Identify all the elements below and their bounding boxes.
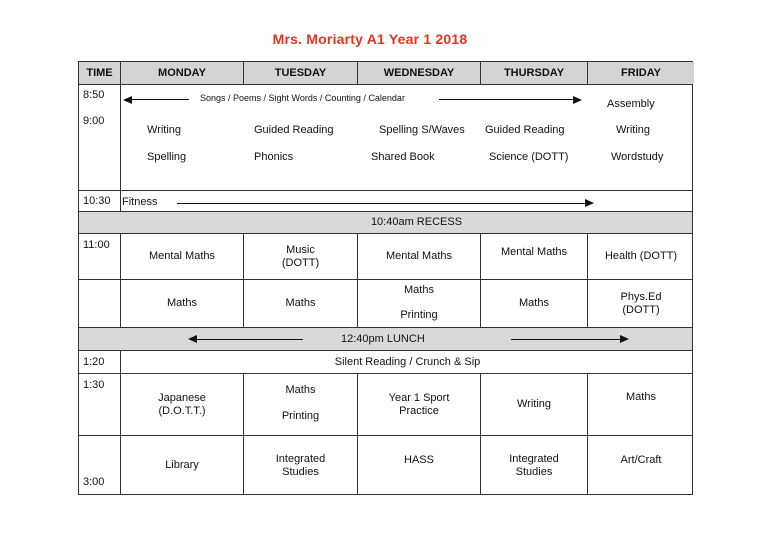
- afternoon-row-2: [79, 435, 692, 494]
- thu-writing: Writing: [480, 374, 587, 435]
- mon-library: Library: [120, 436, 243, 494]
- tue-phonics: Phonics: [254, 151, 294, 163]
- wed-shared-book: Shared Book: [371, 151, 435, 163]
- arrow-right-head: [573, 96, 582, 104]
- lunch-row: [79, 327, 692, 350]
- header-friday: FRIDAY: [587, 62, 694, 84]
- mon-writing: Writing: [147, 124, 182, 136]
- recess-label: 10:40am RECESS: [370, 216, 463, 229]
- fitness-text: Fitness: [122, 196, 158, 208]
- wed-maths: Maths: [404, 284, 434, 296]
- mon-japanese: Japanese (D.O.T.T.): [120, 374, 243, 435]
- afternoon-row-1: [79, 373, 692, 435]
- midday-row-2: [79, 279, 692, 327]
- thu-mental-maths: Mental Maths: [480, 234, 587, 279]
- recess-row: [79, 211, 692, 233]
- fri-maths: Maths: [587, 374, 694, 435]
- time-850: 8:50: [83, 89, 105, 101]
- fri-wordstudy: Wordstudy: [611, 151, 664, 163]
- wed-hass: HASS: [357, 436, 480, 494]
- tue-integrated-studies: Integrated Studies: [243, 436, 357, 494]
- wed-sport-practice: Year 1 Sport Practice: [357, 374, 480, 435]
- lunch-arrow-left: [195, 339, 303, 340]
- header-thursday: THURSDAY: [480, 62, 587, 84]
- tue-guided-reading: Guided Reading: [254, 124, 334, 136]
- time-1030: 10:30: [83, 195, 111, 207]
- tue-afternoon-printing: Printing: [281, 410, 320, 423]
- header-time: TIME: [79, 62, 120, 84]
- mon-spelling: Spelling: [147, 151, 187, 163]
- time-300: 3:00: [83, 476, 105, 489]
- page-title: Mrs. Moriarty A1 Year 1 2018: [272, 31, 468, 47]
- wed-printing: Printing: [400, 309, 438, 322]
- wed-maths-printing: [357, 280, 480, 327]
- time-130: 1:30: [83, 379, 105, 391]
- timetable: [78, 61, 693, 495]
- tue-maths-printing: [243, 374, 357, 435]
- fitness-area: [120, 191, 694, 211]
- thu-science: Science (DOTT): [489, 151, 569, 163]
- silent-reading-text: Silent Reading / Crunch & Sip: [120, 351, 694, 373]
- fitness-arrow: [177, 203, 585, 204]
- time-900: 9:00: [83, 115, 105, 127]
- songs-arrow-right: [439, 99, 574, 100]
- header-wednesday: WEDNESDAY: [357, 62, 480, 84]
- fri-art-craft: Art/Craft: [587, 436, 694, 494]
- wed-mental-maths: Mental Maths: [357, 234, 480, 279]
- fri-writing: Writing: [616, 124, 651, 136]
- midday-row-1: [79, 233, 692, 279]
- wed-spelling: Spelling S/Waves: [379, 124, 465, 136]
- lunch-label: 12:40pm LUNCH: [341, 333, 425, 345]
- header-tuesday: TUESDAY: [243, 62, 357, 84]
- time-120: 1:20: [83, 356, 105, 368]
- thu-guided-reading: Guided Reading: [485, 124, 565, 136]
- fri-health: Health (DOTT): [587, 234, 694, 279]
- songs-arrow-left: [129, 99, 189, 100]
- lunch-arrow-right: [511, 339, 621, 340]
- header-row: [79, 62, 692, 84]
- silent-reading-row: [79, 350, 692, 373]
- tue-maths: Maths: [243, 280, 357, 327]
- mon-maths: Maths: [120, 280, 243, 327]
- songs-text: Songs / Poems / Sight Words / Counting / Calendar: [200, 93, 405, 103]
- mon-mental-maths: Mental Maths: [120, 234, 243, 279]
- time-1100: 11:00: [83, 239, 110, 251]
- lunch-arrow-right-head: [620, 335, 629, 343]
- thu-maths: Maths: [480, 280, 587, 327]
- thu-integrated-studies: Integrated Studies: [480, 436, 587, 494]
- morning-block: [79, 84, 692, 190]
- fitness-row: [79, 190, 692, 211]
- assembly-text: Assembly: [607, 98, 655, 110]
- tue-music: Music (DOTT): [243, 234, 357, 279]
- tue-afternoon-maths: Maths: [285, 384, 316, 396]
- time-empty: [79, 280, 120, 327]
- fri-phys-ed: Phys.Ed (DOTT): [587, 280, 694, 327]
- fitness-arrow-head: [585, 199, 594, 207]
- arrow-left-head: [123, 96, 132, 104]
- header-monday: MONDAY: [120, 62, 243, 84]
